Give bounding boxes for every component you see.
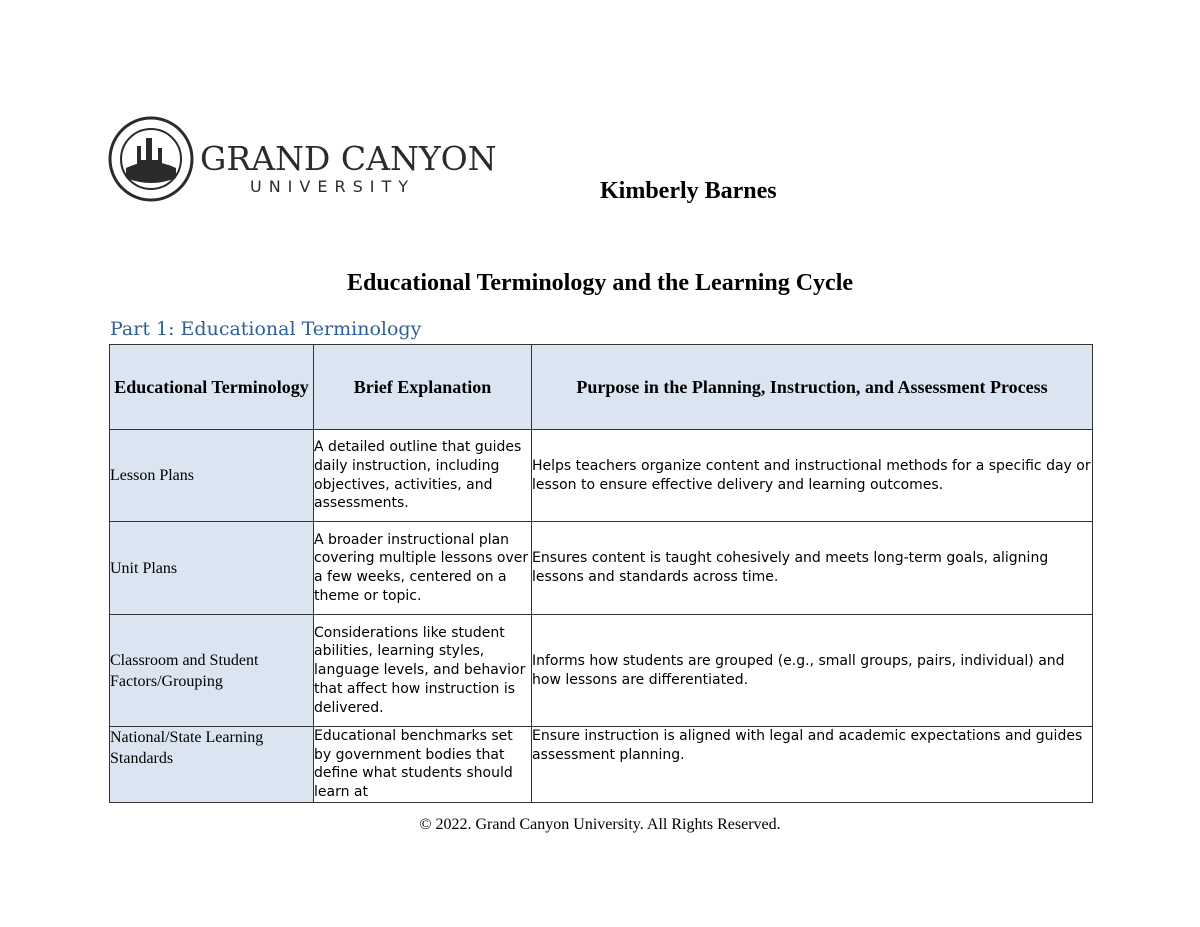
author-name: Kimberly Barnes <box>600 178 777 204</box>
table-header-row <box>110 345 1093 430</box>
table-row <box>110 522 1093 615</box>
table-row <box>110 430 1093 522</box>
term-cell: Lesson Plans <box>110 430 314 522</box>
explanation-cell: Considerations like student abilities, learning styles, language levels, and behavior that affect how instruction is delivered. <box>314 615 532 727</box>
logo-wordmark: GRAND CANYON <box>200 139 497 178</box>
purpose-cell: Helps teachers organize content and instructional methods for a specific day or lesson to ensure effective delivery and learning outcomes. <box>532 430 1093 522</box>
table-row <box>110 727 1093 803</box>
term-cell: Classroom and Student Factors/Grouping <box>110 615 314 727</box>
part-heading: Part 1: Educational Terminology <box>110 318 422 340</box>
document-title: Educational Terminology and the Learning Cycle <box>346 270 854 296</box>
term-cell: Unit Plans <box>110 522 314 615</box>
explanation-cell <box>314 727 532 803</box>
purpose-cell: Ensures content is taught cohesively and meets long-term goals, aligning lessons and standards across time. <box>532 522 1093 615</box>
column-header: Purpose in the Planning, Instruction, and Assessment Process <box>532 345 1093 430</box>
explanation-cell: A broader instructional plan covering multiple lessons over a few weeks, centered on a theme or topic. <box>314 522 532 615</box>
purpose-cell: Ensure instruction is aligned with legal and academic expectations and guides assessment planning. <box>532 727 1093 803</box>
explanation-text: Educational benchmarks set by government bodies that define what students should learn at <box>314 728 513 801</box>
column-header: Brief Explanation <box>314 345 532 430</box>
university-seal-icon <box>108 116 194 202</box>
logo-subtitle: UNIVERSITY <box>250 177 415 196</box>
purpose-cell: Informs how students are grouped (e.g., small groups, pairs, individual) and how lessons are differentiated. <box>532 615 1093 727</box>
table-row <box>110 615 1093 727</box>
explanation-cell: A detailed outline that guides daily instruction, including objectives, activities, and assessments. <box>314 430 532 522</box>
university-logo <box>108 116 497 202</box>
term-cell: National/State Learning Standards <box>110 727 314 803</box>
terminology-table <box>109 344 1093 803</box>
copyright-footer: © 2022. Grand Canyon University. All Rights Reserved. <box>419 816 781 833</box>
column-header: Educational Terminology <box>110 345 314 430</box>
